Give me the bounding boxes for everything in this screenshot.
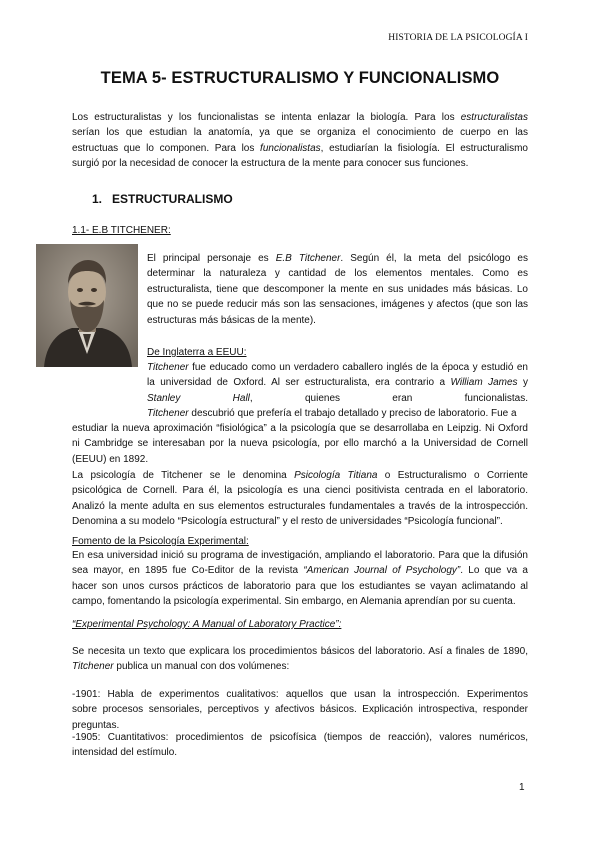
line-text: surgió por la necesidad de conocer la estructura de la mente para conocer sus funciones. [72, 158, 469, 170]
text-line [72, 659, 528, 674]
emphasis-text: Titchener [72, 661, 114, 673]
text-line [72, 421, 528, 436]
intro-paragraph [72, 110, 528, 172]
text-line [72, 125, 528, 140]
text-line [72, 702, 528, 717]
text-line [147, 360, 528, 375]
emphasis-text: E.B Titchener [275, 253, 341, 264]
line-text: sobre procesos sensoriales, perceptivos y afectivos básicos. Explicación introspectiva, responder [72, 704, 528, 716]
emphasis-text: Psicología Titiana [294, 470, 378, 481]
line-text: fue educado como un verdadero caballero inglés de la época y estudió en [188, 362, 528, 373]
subheading-titchener: 1.1- E.B TITCHENER: [72, 225, 171, 236]
text-line [72, 452, 528, 467]
text-line [72, 745, 528, 760]
line-text: que no se puede reducir más son las sensaciones, imágenes y afectos (que son las [147, 299, 528, 311]
line-text: hacer son unos cursos prácticos de laboratorio para que los estudiantes se vayan aclimatando al [72, 580, 528, 592]
line-text: El principal personaje es [147, 253, 276, 264]
subheading-inglaterra-eeuu: De Inglaterra a EEUU: [147, 347, 247, 358]
line-text: . Lo que va a [460, 565, 528, 577]
titiana-paragraph [72, 468, 528, 530]
text-line [72, 141, 528, 156]
text-line [72, 687, 528, 702]
text-line [147, 313, 528, 328]
text-line [147, 282, 528, 297]
titchener-portrait [36, 244, 138, 367]
text-line [147, 406, 528, 421]
emphasis-text: “American Journal of Psychology” [303, 565, 461, 577]
text-line [147, 375, 528, 390]
line-text: estructuras más básicas de la mente). [147, 314, 316, 326]
text-line [72, 436, 528, 451]
text-line [72, 110, 528, 125]
line-text: -1901: Habla de experimentos cualitativos: aquellos que usan la introspección. Experimentos [72, 689, 528, 700]
text-line [72, 594, 528, 609]
manual-paragraph [72, 644, 528, 675]
emphasis-text: Titchener [147, 362, 189, 373]
line-text: , estudiarían la fisiología. El estructuralismo [320, 142, 528, 154]
line-text: preguntas. [72, 719, 120, 731]
text-line [147, 251, 528, 266]
text-line [72, 156, 528, 171]
line-text: descubrió que prefería el trabajo detallado y preciso de laboratorio. Fue a [188, 408, 517, 420]
line-text: sea mayor, en 1895 fue Co-Editor de la revista [72, 565, 304, 577]
line-text: -1905: Cuantitativos: procedimientos de psicofísica (tiempos de reacción), valores numéricos, [72, 732, 528, 743]
line-text: . Según él, la meta del psicólogo es [340, 253, 528, 264]
line-text: campo, fomentando la psicología experimental. Sin embargo, en Alemania aprendían por su cuenta. [72, 596, 516, 608]
text-line [147, 391, 528, 406]
text-line [147, 297, 528, 312]
line-text: estructuas que lo componen. Para los [72, 142, 261, 154]
line-text: serían los que estudian la anatomía, ya que se organiza el conocimiento de cuerpo en las [72, 127, 528, 139]
section-number: 1. [92, 192, 103, 206]
line-text: estructuralista, tiene que descomponer la mente en sus unidades más básicas. Lo [147, 283, 528, 295]
emphasis-text: Titchener [147, 408, 189, 420]
line-text: Los estructuralistas y los funcionalistas se intenta enlazar la biología. Para los [72, 112, 461, 123]
text-line [72, 514, 528, 529]
fomento-paragraph [72, 548, 528, 610]
text-line [72, 644, 528, 659]
document-title: TEMA 5- ESTRUCTURALISMO Y FUNCIONALISMO [100, 69, 500, 87]
volume-1901-paragraph [72, 687, 528, 733]
england-paragraph-continued [72, 421, 528, 467]
text-line [72, 579, 528, 594]
line-text: (EEUU) en 1892. [72, 453, 149, 465]
text-line [72, 730, 528, 745]
line-text: La psicología de Titchener se le denomina [72, 470, 295, 481]
text-line [72, 499, 528, 514]
page-number: 1 [519, 782, 525, 793]
line-text: determinar la naturaleza y cantidad de los elementos mentales. Como es [147, 268, 528, 280]
line-text: , quienes eran funcionalistas. [249, 392, 528, 404]
line-text: Denomina a su modelo “Psicología estructural” y el resto de universidades “Psicología funcional”. [72, 516, 503, 528]
text-line [72, 483, 528, 498]
line-text: publica un manual con dos volúmenes: [113, 661, 290, 673]
section-title: ESTRUCTURALISMO [112, 192, 233, 206]
line-text: la universidad de Oxford. Al ser estructuralista, era contrario a [147, 377, 451, 389]
subheading-manual: “Experimental Psychology: A Manual of Laboratory Practice”: [72, 619, 342, 630]
line-text: Analizó la mente adulta en sus elementos estructurales fundamentales a través de la introspección. [72, 500, 528, 512]
emphasis-text: estructuralistas [460, 112, 528, 123]
line-text: y [517, 377, 528, 389]
line-text: intensidad del estímulo. [72, 747, 178, 759]
emphasis-text: funcionalistas [260, 142, 321, 154]
portrait-photo [36, 244, 138, 367]
emphasis-text: William James [450, 377, 518, 389]
line-text: psicológica de Cornell. Para él, la psicología es una cienci positivista centrada en el laboratorio. [72, 485, 528, 497]
line-text: ni Cambridge se interesaban por la nueva psicología, por ello marchó a la Universidad de Cornell [72, 438, 528, 450]
england-paragraph [147, 360, 528, 422]
line-text: estudiar la nueva aproximación “fisiológica” a la psicología que se desarrollaba en Leipzig. Ni Oxford [72, 423, 528, 434]
section-heading-estructuralismo [92, 192, 233, 206]
running-header: HISTORIA DE LA PSICOLOGÍA I [388, 33, 528, 43]
line-text: Se necesita un texto que explicara los procedimientos básicos del laboratorio. Así a finales de 1890, [72, 646, 528, 657]
line-text: o Estructuralismo o Corriente [377, 470, 528, 481]
volume-1905-paragraph [72, 730, 528, 761]
emphasis-text: Stanley Hall [147, 392, 250, 404]
text-line [72, 548, 528, 563]
text-line [72, 468, 528, 483]
bio-paragraph [147, 251, 528, 328]
text-line [72, 563, 528, 578]
text-line [147, 266, 528, 281]
subheading-fomento: Fomento de la Psicología Experimental: [72, 536, 249, 547]
line-text: En esa universidad inició su programa de investigación, ampliando el laboratorio. Para que la difusión [72, 550, 528, 561]
